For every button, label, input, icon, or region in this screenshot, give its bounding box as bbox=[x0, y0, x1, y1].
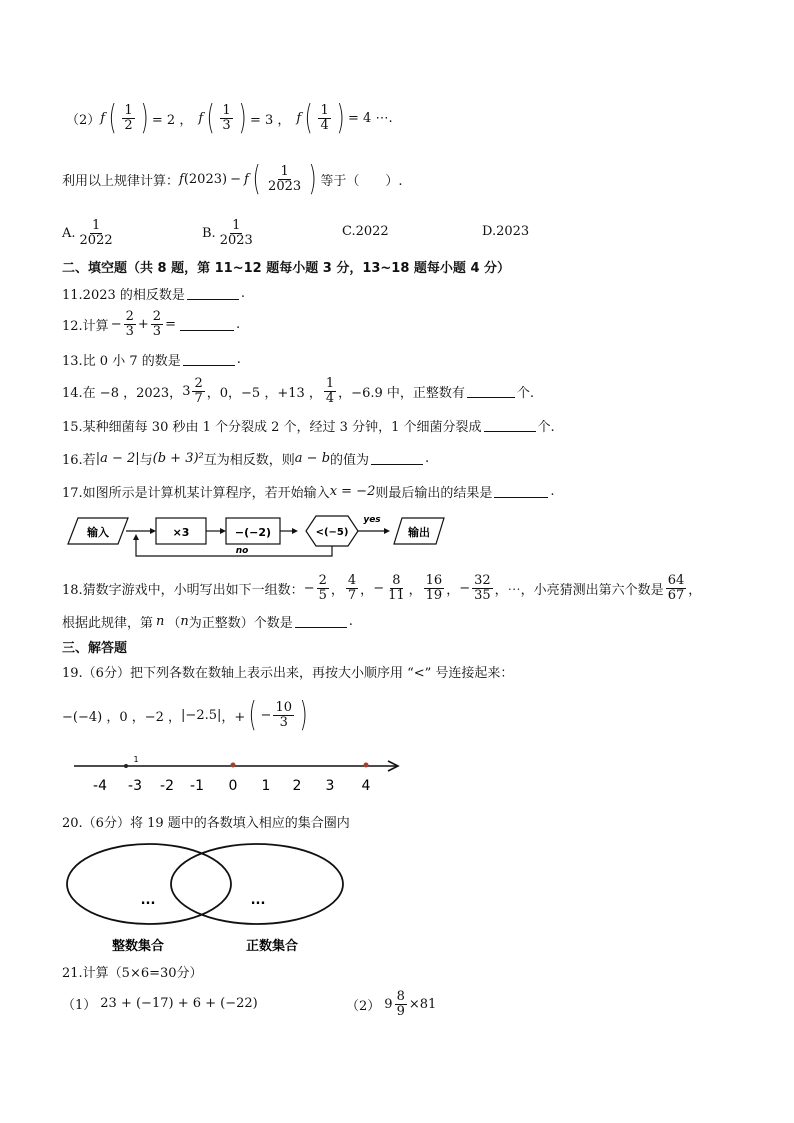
left-dots: ... bbox=[140, 893, 156, 908]
q10-option-a: A. $\frac{1}{2022}$ bbox=[62, 217, 113, 248]
q10-option-c: C.2022 bbox=[342, 224, 389, 239]
flow-output-label: 输出 bbox=[408, 526, 430, 539]
q10-sub2: （2） f ( $\frac{1}{2}$ ) = 2 ， f ( $\frac{1}{3}$ ) = 3 ， f ( $\frac{1}{4}$ ) = 4 ⋯. bbox=[66, 98, 393, 138]
positive-set-label: 正数集合 bbox=[245, 939, 299, 954]
axis-dot bbox=[364, 763, 369, 768]
q14: 14.在 −8 ，2023， 3 $\frac{2}{7}$ ，0，−5 ，+13 ， $\frac{1}{4}$ ，−6.9 中，正整数有 个. bbox=[62, 375, 535, 406]
flow-no-label: no bbox=[235, 546, 249, 556]
axis-tick: 2 bbox=[292, 778, 302, 794]
q21-part1: （1） 23 + (−17) + 6 + (−22) bbox=[62, 996, 258, 1013]
positive-set-ellipse bbox=[171, 844, 343, 924]
q16: 16.若 |a − 2| 与 (b + 3)² 互为相反数，则 a − b 的值为 . bbox=[62, 451, 430, 468]
q21: 21.计算（5×6=30分） bbox=[62, 966, 203, 981]
flow-cond-label: <(−5) bbox=[315, 527, 349, 538]
section3-title: 三、解答题 bbox=[62, 641, 128, 656]
q15: 15.某种细菌每 30 秒由 1 个分裂成 2 个，经过 3 分钟，1 个细菌分裂成 个. bbox=[62, 420, 555, 435]
q12: 12.计算 − $\frac{2}{3}$ + $\frac{2}{3}$ = . bbox=[62, 308, 241, 339]
axis-tick: 3 bbox=[325, 778, 335, 794]
q18-line2: 根据此规律，第 n （ n 为正整数）个数是 . bbox=[62, 614, 353, 631]
q13: 13.比 0 小 7 的数是 . bbox=[62, 352, 241, 369]
section2-title: 二、填空题（共 8 题，第 11~12 题每小题 3 分，13~18 题每小题 4 分） bbox=[62, 261, 511, 276]
q20: 20.（6分）将 19 题中的各数填入相应的集合圈内 bbox=[62, 816, 350, 831]
q17: 17.如图所示是计算机某计算程序，若开始输入 x = −2 则最后输出的结果是 . bbox=[62, 484, 555, 501]
axis-tick: 1 bbox=[261, 778, 271, 794]
axis-tick: -2 bbox=[160, 778, 174, 794]
q19-numbers: −(−4) ，0 ，−2 ， |−2.5| ，+ ( − $\frac{10}{3}$ ) bbox=[62, 695, 308, 735]
q11: 11.2023 的相反数是 . bbox=[62, 286, 246, 303]
integer-set-ellipse bbox=[67, 844, 231, 924]
q17-flowchart bbox=[66, 510, 446, 560]
axis-tick: 4 bbox=[361, 778, 371, 794]
flow-input-label: 输入 bbox=[87, 526, 109, 539]
flow-yes-label: yes bbox=[363, 515, 381, 525]
q18-line1: 18.猜数字游戏中，小明写出如下一组数： − $\frac{2}{5}$ ， $\frac{4}{7}$ ， − $\frac{8}{11}$ ， $\frac{16}{19}$ ， − $\frac{32}{35}$ ，⋯，小亮猜测出第六个数是 $\frac{64}{67}$ ， bbox=[62, 572, 702, 603]
axis-dot bbox=[124, 764, 128, 768]
integer-set-label: 整数集合 bbox=[111, 939, 165, 954]
q10-compute: 利用以上规律计算： f (2023) − f ( $\frac{1}{2023}$ ) 等于（ ）. bbox=[62, 159, 403, 199]
axis-tick: -3 bbox=[128, 778, 142, 794]
q10-option-b: B. $\frac{1}{2023}$ bbox=[202, 217, 253, 248]
q10-option-d: D.2023 bbox=[482, 224, 530, 239]
q19-number-line bbox=[70, 752, 410, 797]
right-dots: ... bbox=[250, 893, 266, 908]
axis-dot bbox=[231, 763, 236, 768]
axis-mark: 1 bbox=[133, 755, 139, 764]
axis-tick: 0 bbox=[228, 778, 238, 794]
axis-tick: -4 bbox=[93, 778, 107, 794]
q19: 19.（6分）把下列各数在数轴上表示出来，再按大小顺序用 “<” 号连接起来： bbox=[62, 666, 514, 681]
flow-step2-label: −(−2) bbox=[234, 526, 272, 539]
q20-venn bbox=[62, 840, 352, 960]
q21-part2: （2） 9 $\frac{8}{9}$ ×81 bbox=[346, 988, 437, 1019]
axis-tick: -1 bbox=[190, 778, 204, 794]
flow-step1-label: ×3 bbox=[172, 526, 190, 539]
